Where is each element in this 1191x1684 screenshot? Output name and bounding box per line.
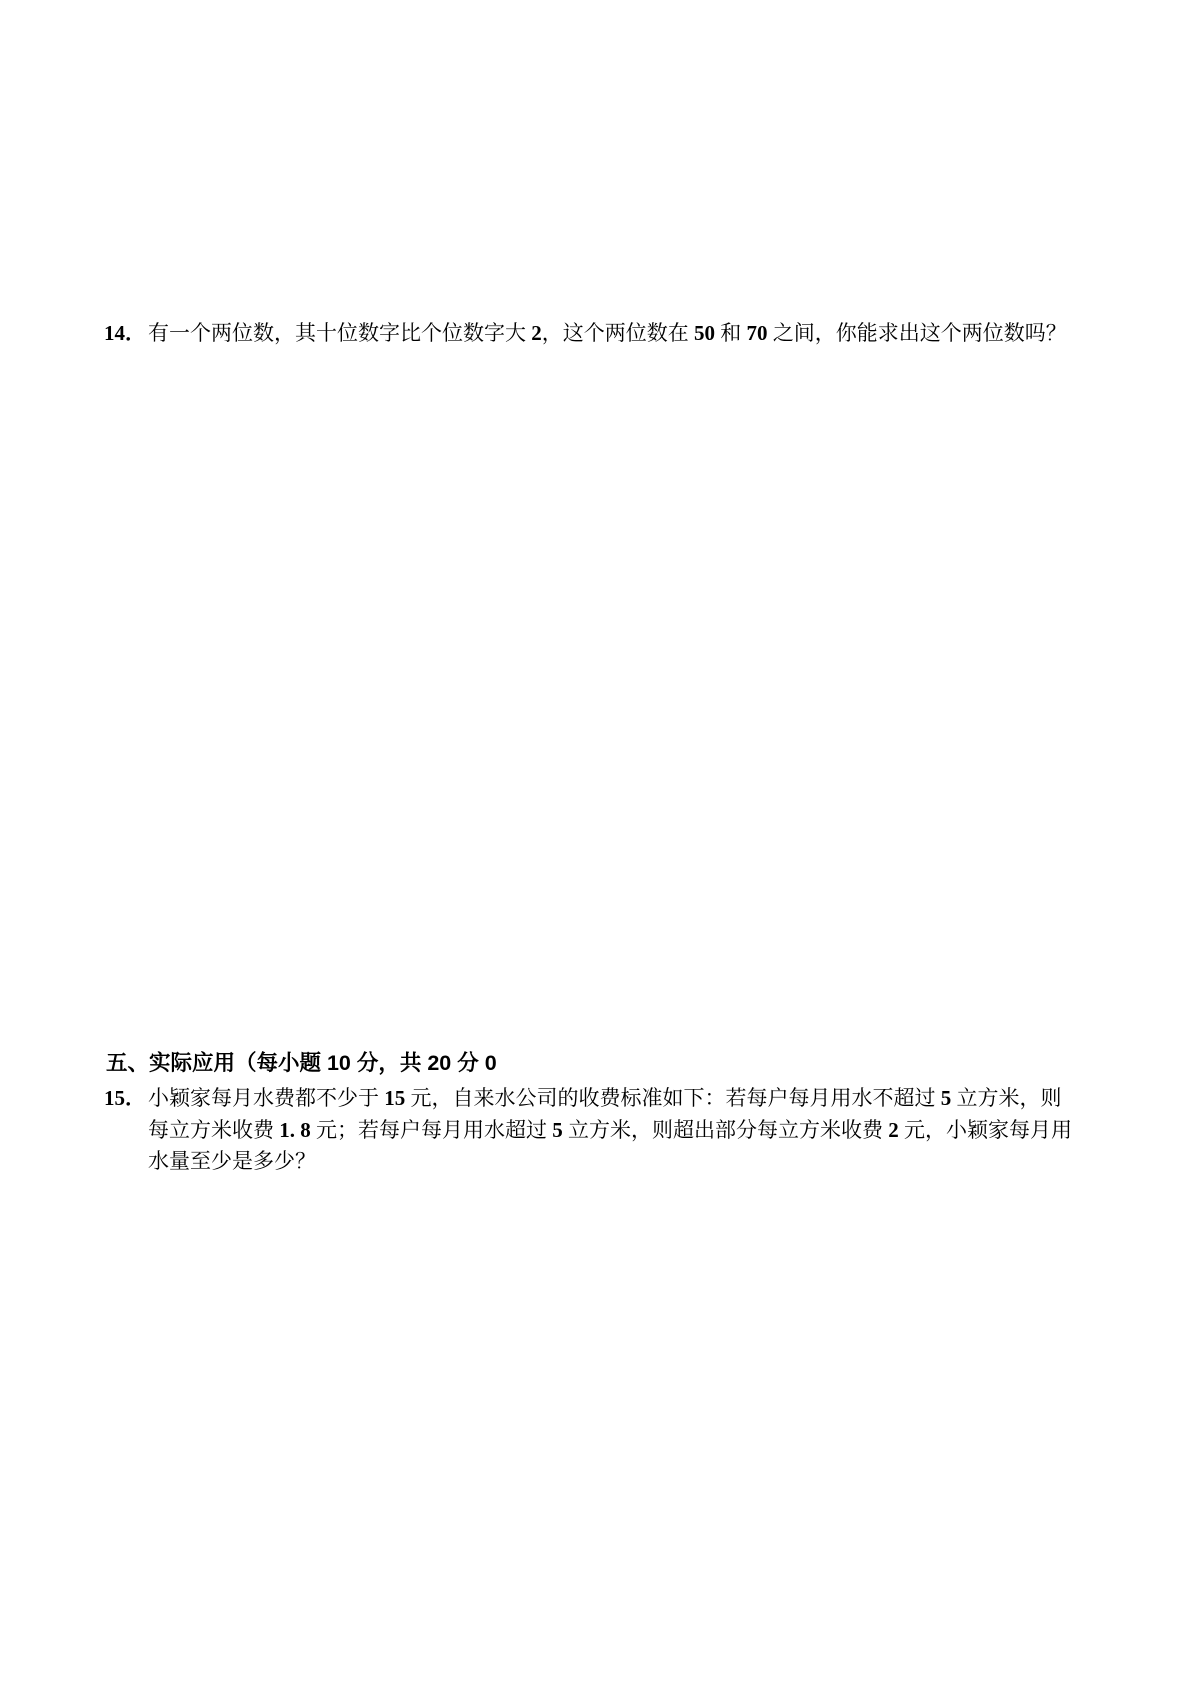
- section-5-heading: 五、实际应用（每小题 10 分，共 20 分 0: [106, 1051, 497, 1075]
- question-15-line-1: 小颖家每月水费都不少于 15 元，自来水公司的收费标准如下：若每户每月用水不超过 5 立方米，则: [148, 1086, 1062, 1110]
- question-14: [104, 318, 1067, 350]
- question-15-line-2: 每立方米收费 1. 8 元；若每户每月用水超过 5 立方米，则超出部分每立方米收费 2 元，小颖家每月用: [148, 1117, 1072, 1142]
- question-15: [104, 1083, 1072, 1178]
- question-14-number: 14．: [104, 321, 146, 345]
- question-15-line-3: 水量至少是多少？: [148, 1149, 316, 1173]
- question-15-number: 15．: [104, 1086, 146, 1110]
- question-14-line-1: 有一个两位数，其十位数字比个位数字大 2，这个两位数在 50 和 70 之间，你能求出这个两位数吗？: [148, 321, 1067, 345]
